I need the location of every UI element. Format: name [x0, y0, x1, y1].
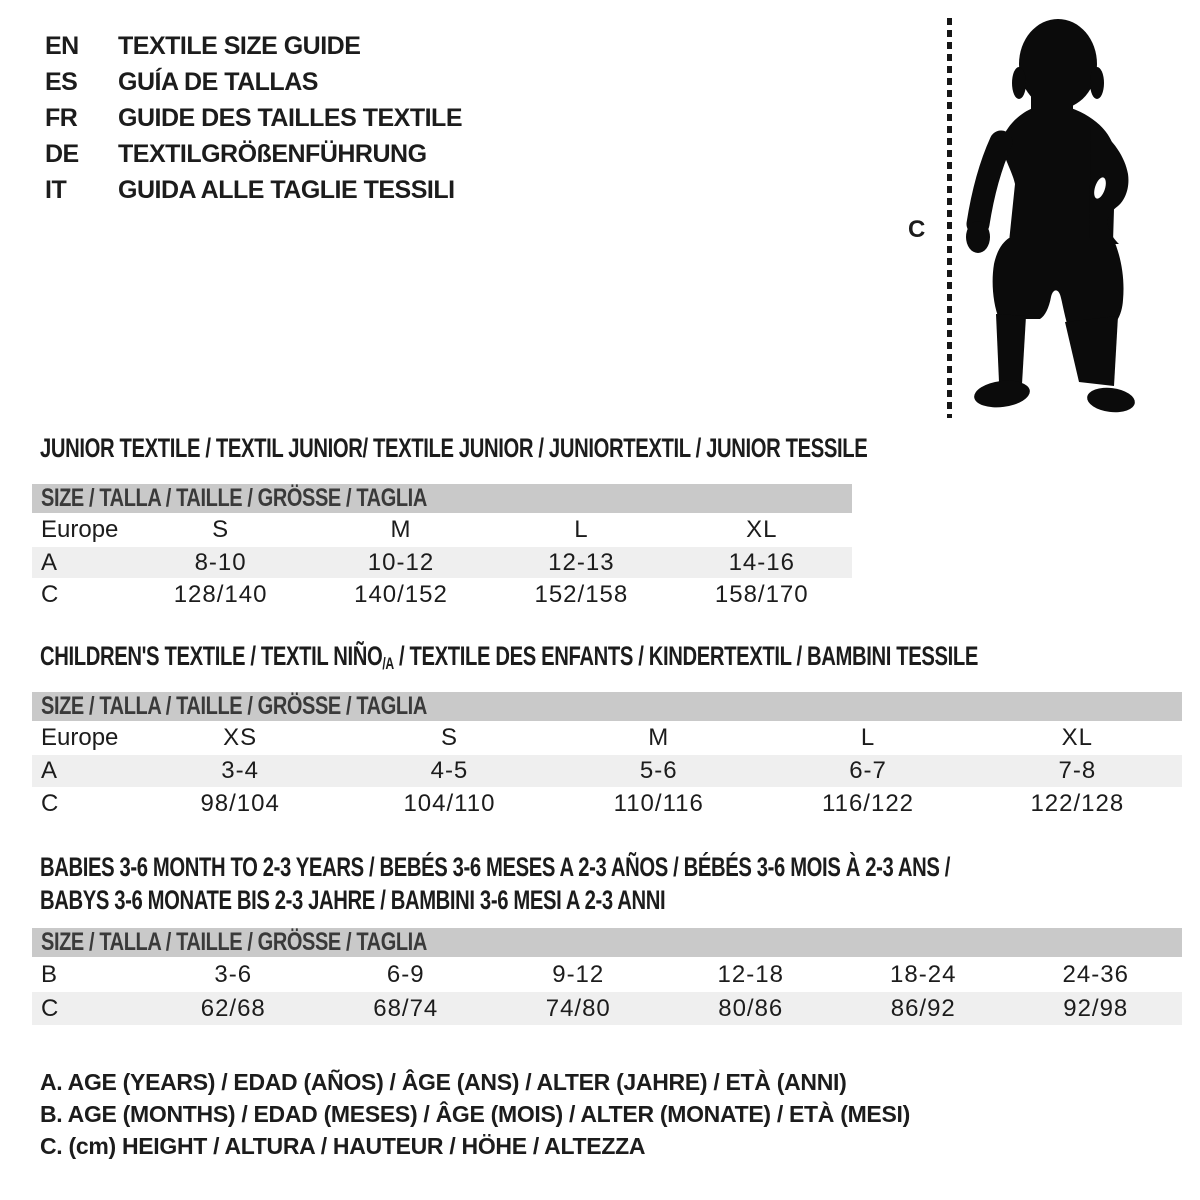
children-size-table: [32, 692, 1182, 820]
table-row: [32, 755, 1182, 787]
row-label: C: [41, 994, 59, 1022]
table-row: [32, 513, 852, 547]
size-cell: 116/122: [822, 789, 915, 817]
babies-section-title: [40, 852, 1200, 916]
legend-line-age-months: B. AGE (MONTHS) / EDAD (MESES) / ÂGE (MOIS) / ALTER (MONATE) / ETÀ (MESI): [40, 1101, 910, 1127]
babies-size-table: [32, 928, 1182, 1025]
size-cell: 5-6: [639, 757, 678, 784]
column-header: S: [212, 516, 230, 543]
junior-section-title: JUNIOR TEXTILE / TEXTIL JUNIOR/ TEXTILE JUNIOR / JUNIORTEXTIL / JUNIOR TESSILE: [40, 433, 868, 463]
language-title: GUIDE DES TAILLES TEXTILE: [118, 103, 463, 132]
toddler-body: [966, 19, 1136, 415]
language-row-it: [45, 172, 462, 208]
size-cell: 140/152: [354, 580, 448, 608]
row-label: C: [41, 580, 59, 608]
column-header: M: [390, 516, 412, 543]
language-code: DE: [45, 139, 79, 168]
language-row-es: [45, 64, 462, 100]
column-header: M: [648, 724, 670, 751]
size-header-text: SIZE / TALLA / TAILLE / GRÖSSE / TAGLIA: [41, 484, 427, 512]
row-label: B: [41, 960, 58, 988]
size-cell: 98/104: [200, 789, 280, 817]
column-header: L: [574, 516, 589, 543]
size-cell: 8-10: [194, 548, 247, 576]
size-cell: 14-16: [728, 548, 795, 576]
size-cell: 128/140: [173, 580, 268, 608]
size-cell: 110/116: [613, 789, 704, 817]
size-cell: 3-6: [214, 960, 253, 988]
size-cell: 6-9: [386, 960, 425, 988]
column-header: S: [440, 724, 458, 751]
size-cell: 12-13: [548, 548, 615, 576]
size-cell: 86/92: [890, 994, 956, 1022]
size-cell: 74/80: [545, 994, 611, 1022]
language-code: EN: [45, 31, 79, 60]
size-cell: 92/98: [1063, 994, 1129, 1022]
measurement-legend: [40, 1066, 910, 1162]
size-cell: 7-8: [1058, 757, 1097, 784]
children-title-post: / TEXTILE DES ENFANTS / KINDERTEXTIL / BAMBINI TESSILE: [393, 641, 979, 671]
size-table-header-bar: [32, 928, 1182, 957]
children-title-pre: CHILDREN'S TEXTILE / TEXTIL NIÑO: [40, 641, 383, 671]
table-row: [32, 578, 852, 611]
size-cell: 158/170: [714, 580, 809, 608]
language-title: GUÍA DE TALLAS: [118, 67, 318, 96]
row-label: Europe: [41, 516, 119, 543]
size-header-text: SIZE / TALLA / TAILLE / GRÖSSE / TAGLIA: [41, 692, 427, 720]
table-row: [32, 992, 1182, 1025]
size-cell: 62/68: [200, 994, 266, 1022]
size-cell: 68/74: [373, 994, 439, 1022]
table-row: [32, 957, 1182, 992]
junior-size-table: [32, 484, 852, 611]
column-header: XL: [1061, 724, 1094, 751]
size-cell: 18-24: [890, 960, 957, 988]
row-label: A: [41, 548, 58, 576]
size-cell: 122/128: [1030, 789, 1125, 817]
babies-title-line2: BABYS 3-6 MONATE BIS 2-3 JAHRE / BAMBINI 3-6 MESI A 2-3 ANNI: [40, 885, 666, 915]
column-header: XL: [746, 516, 778, 543]
language-title: GUIDA ALLE TAGLIE TESSILI: [118, 175, 455, 204]
column-header: L: [860, 724, 876, 751]
size-cell: 9-12: [552, 960, 605, 988]
table-row: [32, 547, 852, 578]
legend-line-age-years: A. AGE (YEARS) / EDAD (AÑOS) / ÂGE (ANS) / ALTER (JAHRE) / ETÀ (ANNI): [40, 1069, 847, 1095]
children-title-subscript: /A: [382, 655, 394, 674]
size-cell: 10-12: [367, 548, 435, 576]
row-label: A: [41, 757, 58, 784]
legend-line-height-cm: C. (cm) HEIGHT / ALTURA / HAUTEUR / HÖHE / ALTEZZA: [40, 1133, 646, 1159]
language-row-fr: [45, 100, 462, 136]
size-cell: 104/110: [403, 789, 496, 817]
row-label: C: [41, 789, 59, 817]
table-row: [32, 787, 1182, 820]
language-row-de: [45, 136, 462, 172]
language-row-en: [45, 28, 462, 64]
table-row: [32, 721, 1182, 755]
language-code: ES: [45, 67, 78, 96]
size-table-header-bar: [32, 692, 1182, 721]
babies-title-line1: BABIES 3-6 MONTH TO 2-3 YEARS / BEBÉS 3-6 MESES A 2-3 AÑOS / BÉBÉS 3-6 MOIS À 2-3 ANS /: [40, 852, 950, 882]
height-measure-line: [947, 18, 952, 418]
language-title: TEXTILE SIZE GUIDE: [118, 31, 361, 60]
size-cell: 6-7: [849, 757, 887, 784]
row-label: Europe: [41, 724, 119, 751]
column-header: XS: [223, 724, 258, 751]
toddler-silhouette-image: [963, 16, 1141, 420]
language-code: IT: [45, 175, 67, 204]
size-cell: 152/158: [534, 580, 629, 608]
size-header-text: SIZE / TALLA / TAILLE / GRÖSSE / TAGLIA: [41, 928, 427, 956]
children-section-title: [40, 641, 978, 680]
language-title: TEXTILGRÖßENFÜHRUNG: [118, 139, 427, 168]
size-cell: 12-18: [717, 960, 784, 988]
size-cell: 80/86: [718, 994, 784, 1022]
size-cell: 24-36: [1062, 960, 1129, 988]
language-title-list: [45, 28, 462, 208]
size-cell: 3-4: [221, 757, 259, 784]
size-table-header-bar: [32, 484, 852, 513]
language-code: FR: [45, 103, 78, 132]
height-measure-label: C: [908, 216, 926, 243]
size-cell: 4-5: [430, 757, 469, 784]
